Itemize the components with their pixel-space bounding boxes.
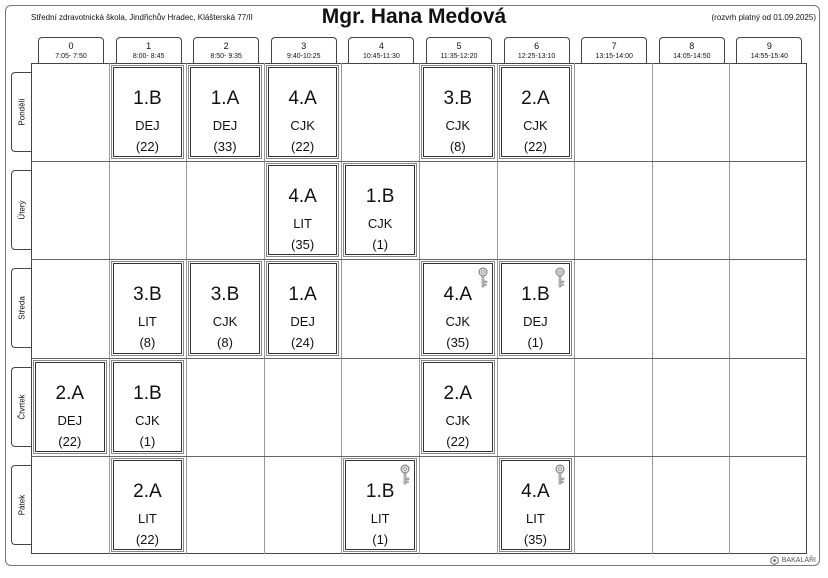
bakalari-logo-text: BAKALÁŘI — [781, 557, 816, 564]
lesson-class: 3.B — [133, 284, 162, 306]
day-tab — [11, 72, 31, 152]
lesson-cell[interactable] — [423, 67, 493, 157]
lesson-class: 3.B — [210, 284, 240, 306]
lesson-student-count: (22) — [291, 139, 315, 154]
grid-column-line — [652, 63, 653, 554]
period-header — [271, 37, 337, 63]
lesson-cell[interactable] — [190, 67, 260, 157]
lesson-cell[interactable] — [501, 263, 571, 353]
lesson-student-count: (22) — [135, 139, 159, 154]
lesson-cell[interactable] — [423, 362, 493, 452]
key-icon — [477, 267, 489, 289]
lesson-class: 1.A — [210, 88, 240, 109]
period-time: 8:00- 8:45 — [132, 53, 165, 60]
lesson-subject: CJK — [445, 314, 471, 330]
day-label: Středa — [17, 296, 26, 321]
lesson-subject: CJK — [445, 412, 471, 428]
lesson-subject: CJK — [135, 412, 160, 428]
period-time: 14:05-14:50 — [673, 53, 711, 60]
lesson-class: 2.A — [521, 88, 550, 109]
period-number: 4 — [378, 41, 384, 51]
period-header — [426, 37, 492, 63]
grid-column-line — [574, 63, 575, 554]
period-time: 13:15-14:00 — [595, 53, 633, 60]
lesson-cell[interactable] — [113, 460, 183, 550]
grid-column-line — [109, 63, 110, 554]
lesson-class: 4.A — [521, 480, 550, 502]
lesson-cell[interactable] — [35, 362, 105, 452]
period-time: 10:45-11:30 — [362, 53, 400, 60]
lesson-cell[interactable] — [423, 263, 493, 353]
lesson-subject: LIT — [370, 510, 390, 526]
lesson-student-count: (22) — [135, 531, 159, 547]
lesson-cell[interactable] — [268, 263, 338, 353]
day-tab — [11, 367, 31, 447]
period-header — [116, 37, 182, 63]
lesson-subject: LIT — [137, 314, 157, 330]
lesson-subject: CJK — [290, 118, 315, 133]
lesson-subject: CJK — [212, 314, 238, 330]
period-number: 9 — [766, 41, 772, 51]
lesson-cell[interactable] — [501, 67, 571, 157]
lesson-subject: LIT — [525, 510, 545, 526]
period-header — [581, 37, 647, 63]
lesson-subject: LIT — [293, 216, 312, 232]
lesson-cell[interactable] — [501, 460, 571, 550]
lesson-student-count: (35) — [291, 237, 315, 253]
period-header — [736, 37, 802, 63]
lesson-subject: DEJ — [290, 314, 315, 330]
day-label: Pondělí — [17, 98, 26, 126]
lesson-class: 1.A — [288, 284, 317, 306]
lesson-class: 1.B — [365, 186, 395, 208]
grid-row-line — [31, 259, 807, 260]
valid-from-label: (rozvrh platný od 01.09.2025) — [711, 13, 816, 22]
lesson-student-count: (8) — [139, 335, 156, 351]
lesson-class: 4.A — [288, 186, 317, 208]
lesson-class: 3.B — [443, 88, 473, 109]
day-tab — [11, 268, 31, 348]
grid-column-line — [186, 63, 187, 554]
bakalari-logo — [770, 556, 816, 565]
period-number: 2 — [223, 41, 229, 51]
period-header — [348, 37, 414, 63]
lesson-class: 2.A — [55, 382, 85, 404]
grid-row-line — [31, 456, 807, 457]
period-time: 9:40-10:25 — [287, 53, 321, 60]
lesson-subject: DEJ — [57, 412, 83, 428]
period-time: 7:05- 7:50 — [55, 53, 87, 60]
day-label: Čtvrtek — [17, 393, 26, 420]
key-icon — [554, 267, 566, 289]
lesson-class: 1.B — [133, 88, 162, 109]
lesson-cell[interactable] — [113, 263, 183, 353]
period-header — [38, 37, 104, 63]
period-number: 0 — [68, 41, 74, 51]
lesson-cell[interactable] — [268, 67, 338, 157]
lesson-class: 4.A — [288, 88, 317, 109]
period-number: 7 — [611, 41, 617, 51]
lesson-student-count: (8) — [217, 335, 233, 351]
lesson-subject: CJK — [367, 216, 393, 232]
lesson-student-count: (33) — [213, 139, 237, 154]
period-number: 6 — [534, 41, 540, 51]
period-number: 5 — [456, 41, 462, 51]
grid-column-line — [264, 63, 265, 554]
lesson-student-count: (8) — [449, 139, 466, 154]
school-name: Střední zdravotnická škola, Jindřichův Hradec, Klášterská 77/II — [31, 13, 253, 22]
day-label: Úterý — [17, 200, 26, 220]
lesson-student-count: (22) — [523, 139, 547, 154]
lesson-subject: LIT — [137, 510, 157, 526]
lesson-class: 1.B — [365, 480, 395, 502]
period-header — [193, 37, 259, 63]
period-time: 11:35-12:20 — [440, 53, 478, 60]
lesson-cell[interactable] — [113, 362, 183, 452]
lesson-class: 1.B — [133, 382, 162, 404]
lesson-student-count: (1) — [527, 335, 544, 351]
lesson-subject: DEJ — [523, 314, 548, 330]
period-time: 14:55-15:40 — [750, 53, 789, 60]
period-header — [659, 37, 725, 63]
lesson-student-count: (1) — [372, 531, 389, 547]
lesson-class: 1.B — [521, 284, 550, 306]
grid-column-line — [419, 63, 420, 554]
lesson-student-count: (22) — [446, 433, 470, 449]
grid-column-line — [341, 63, 342, 554]
key-icon — [399, 464, 411, 486]
period-header — [504, 37, 570, 63]
lesson-cell[interactable] — [113, 67, 183, 157]
lesson-class: 4.A — [443, 284, 473, 306]
bakalari-logo-icon — [770, 556, 779, 565]
lesson-student-count: (35) — [446, 335, 470, 351]
lesson-class: 2.A — [443, 382, 473, 404]
key-icon — [554, 464, 566, 486]
day-tab — [11, 170, 31, 250]
day-tab — [11, 465, 31, 545]
period-number: 3 — [301, 41, 307, 51]
grid-row-line — [31, 358, 807, 359]
lesson-subject: DEJ — [135, 118, 160, 133]
lesson-cell[interactable] — [268, 165, 338, 255]
lesson-subject: DEJ — [212, 118, 238, 133]
lesson-student-count: (24) — [291, 335, 315, 351]
lesson-cell[interactable] — [190, 263, 260, 353]
lesson-student-count: (1) — [139, 433, 156, 449]
period-number: 1 — [146, 41, 152, 51]
period-time: 8:50- 9:35 — [210, 53, 242, 60]
period-time: 12:25-13:10 — [517, 53, 556, 60]
lesson-student-count: (35) — [523, 531, 547, 547]
lesson-class: 2.A — [133, 480, 162, 502]
teacher-name: Mgr. Hana Medová — [321, 5, 507, 28]
grid-column-line — [729, 63, 730, 554]
lesson-subject: CJK — [445, 118, 471, 133]
day-label: Pátek — [17, 494, 26, 516]
grid-row-line — [31, 161, 807, 162]
lesson-student-count: (22) — [58, 433, 82, 449]
grid-column-line — [497, 63, 498, 554]
lesson-cell[interactable] — [345, 460, 415, 550]
lesson-cell[interactable] — [345, 165, 415, 255]
lesson-student-count: (1) — [372, 237, 389, 253]
lesson-subject: CJK — [523, 118, 548, 133]
period-number: 8 — [689, 41, 695, 51]
